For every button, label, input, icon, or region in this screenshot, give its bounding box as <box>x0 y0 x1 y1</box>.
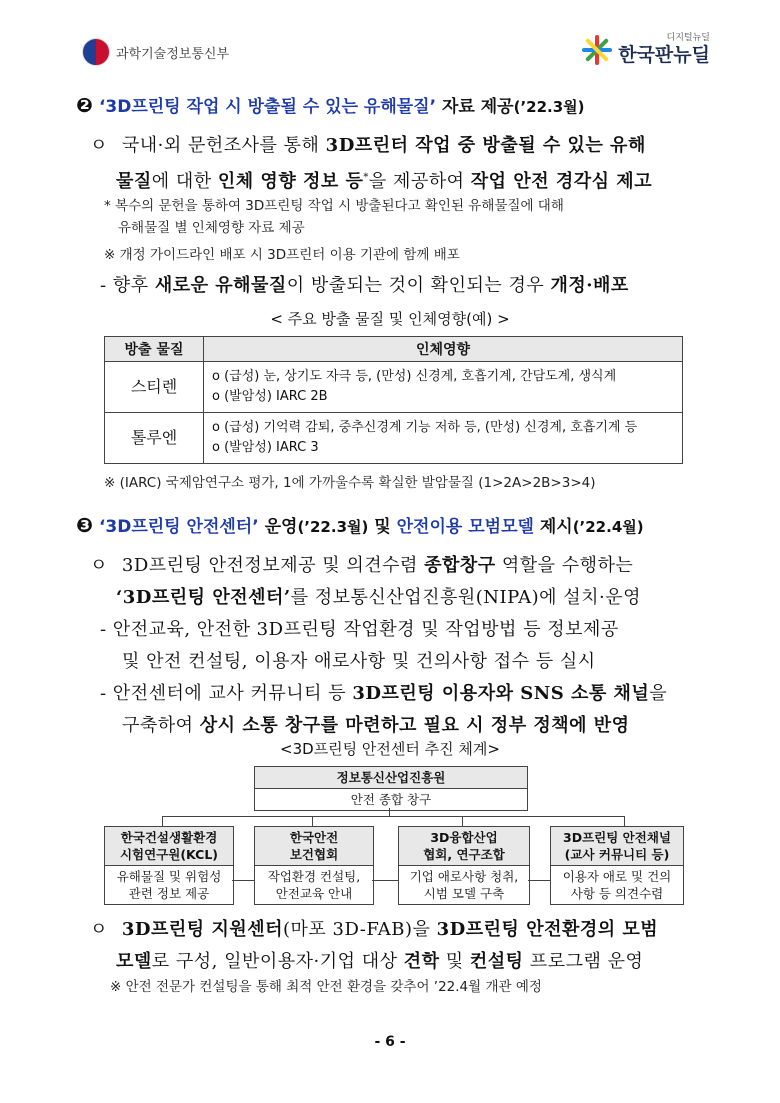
new-deal-logo <box>582 34 710 65</box>
section-3-dash-1: - 안전교육, 안전한 3D프린팅 작업환경 및 작업방법 등 정보제공 및 안전 컨설팅, 이용자 애로사항 및 건의사항 접수 등 실시 <box>100 619 619 672</box>
section-3-bullet-1: ㅇ 3D프린팅 안전정보제공 및 의견수렴 종합창구 역할을 수행하는 ‘3D프린팅 안전센터’를 정보통신산업진흥원(NIPA)에 설치·운영 <box>90 555 642 608</box>
table-header-substance: 방출 물질 <box>105 337 204 362</box>
ministry-name: 과학기술정보통신부 <box>116 46 230 62</box>
table-note: ※ (IARC) 국제암연구소 평가, 1에 가까울수록 확실한 발암물질 (1>2A>2B>3>4) <box>104 475 596 491</box>
section-3-note: ※ 안전 전문가 컨설팅을 통해 최적 안전 환경을 갖추어 ’22.4월 개관 예정 <box>110 979 542 995</box>
ministry-logo <box>82 38 229 66</box>
chart-caption: <3D프린팅 안전센터 추진 체계> <box>280 740 500 758</box>
section-2-footnote: * 복수의 문헌을 통하여 3D프린팅 작업 시 방출된다고 확인된 유해물질에 대해 유해물질 별 인체영향 자료 제공 <box>104 198 564 236</box>
section-3-heading: ❸ ‘3D프린팅 안전센터’ 운영(’22.3월) 및 안전이용 모범모델 제시(’22.4월) <box>76 513 644 537</box>
section-2-note: ※ 개정 가이드라인 배포 시 3D프린터 이용 기관에 함께 배포 <box>104 247 460 263</box>
section-3-dash-2: - 안전센터에 교사 커뮤니티 등 3D프린팅 이용자와 SNS 소통 채널을 구축하여 상시 소통 창구를 마련하고 필요 시 정부 정책에 반영 <box>100 683 668 736</box>
section-2-bullet-1: ㅇ 국내·외 문헌조사를 통해 3D프린터 작업 중 방출될 수 있는 유해 물질에 대한 인체 영향 정보 등*을 제공하여 작업 안전 경각심 제고 <box>90 135 653 192</box>
section-3-number: ❸ <box>76 513 93 537</box>
org-child-safety-assoc: 한국안전 보건협회 작업환경 컨설팅, 안전교육 안내 <box>254 826 374 905</box>
pinwheel-icon <box>582 35 612 65</box>
page-number: - 6 - <box>374 1034 406 1050</box>
substance-table <box>104 336 683 464</box>
table-caption: < 주요 방출 물질 및 인체영향(예) > <box>270 310 510 328</box>
org-child-kcl: 한국건설생활환경 시험연구원(KCL) 유해물질 및 위험성 관련 정보 제공 <box>104 826 234 905</box>
section-2-heading: ❷ ‘3D프린팅 작업 시 방출될 수 있는 유해물질’ 자료 제공(’22.3월) <box>76 93 585 117</box>
section-2-number: ❷ <box>76 93 93 117</box>
table-row: 톨루엔 o (급성) 기억력 감퇴, 중추신경계 기능 저하 등, (만성) 신경계, 호흡기계 등 o (발암성) IARC 3 <box>105 413 683 464</box>
brand-title: 한국판뉴딜 <box>618 44 710 66</box>
table-header-effect: 인체영향 <box>204 337 683 362</box>
table-row: 스티렌 o (급성) 눈, 상기도 자극 등, (만성) 신경계, 호흡기계, 간담도계, 생식계 o (발암성) IARC 2B <box>105 362 683 413</box>
section-3-bullet-2: ㅇ 3D프린팅 지원센터(마포 3D-FAB)을 3D프린팅 안전환경의 모범 모델로 구성, 일반이용자·기업 대상 견학 및 컨설팅 프로그램 운영 <box>90 919 659 972</box>
section-2-title: ‘3D프린팅 작업 시 방출될 수 있는 유해물질’ <box>98 97 437 117</box>
government-emblem-icon <box>82 38 110 66</box>
brand-subtitle: 디지털뉴딜 <box>666 33 710 43</box>
section-2-dash-1: - 향후 새로운 유해물질이 방출되는 것이 확인되는 경우 개정·배포 <box>100 275 629 296</box>
org-child-3d-industry: 3D융합산업 협회, 연구조합 기업 애로사항 청취, 시범 모델 구축 <box>398 826 530 905</box>
org-top-node: 정보통신산업진흥원 안전 종합 창구 <box>254 766 528 811</box>
org-child-safety-channel: 3D프린팅 안전채널 (교사 커뮤니티 등) 이용자 애로 및 건의 사항 등 의견수렴 <box>550 826 684 905</box>
